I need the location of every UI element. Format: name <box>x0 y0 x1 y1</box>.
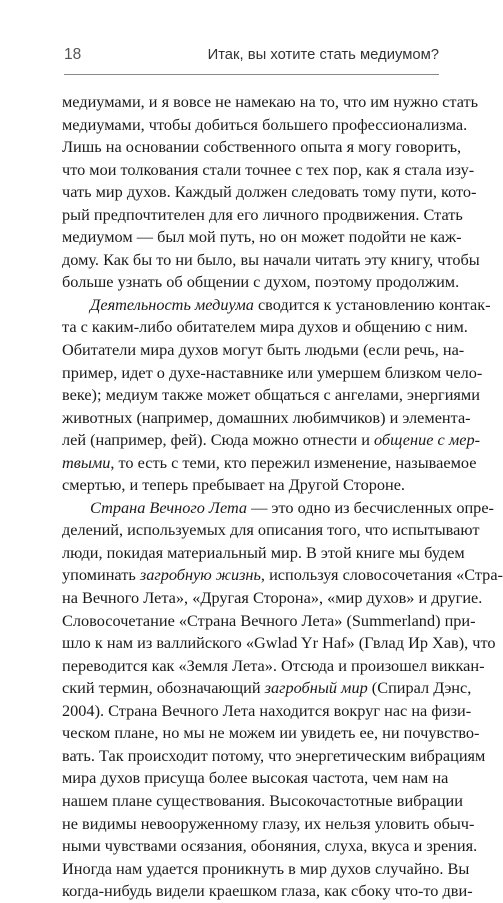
text-line <box>62 610 476 633</box>
text-run: , используя словосочетания «Стра- <box>260 565 503 585</box>
text-line <box>62 632 496 655</box>
text-run: 2004). Страна Вечного Лета находится вокруг нас на физи- <box>62 700 472 720</box>
text-run: что мои толкования стали точнее с тех пор, как я стала изу- <box>62 159 475 179</box>
text-run: ский термин, обозначающий <box>62 678 265 698</box>
text-run: рый предпочтителен для его личного продвижения. Стать <box>62 204 463 224</box>
text-line <box>62 159 475 182</box>
running-title: Итак, вы хотите стать медиумом? <box>207 47 439 63</box>
text-line <box>62 204 463 227</box>
text-line <box>62 294 491 317</box>
text-line <box>62 497 494 520</box>
text-line <box>62 767 449 790</box>
text-run: медиумами, чтобы добиться большего профессионализма. <box>62 114 468 134</box>
text-line <box>62 790 463 813</box>
text-line <box>62 519 480 542</box>
text-run: сводится к установлению контак- <box>253 294 491 314</box>
italic-phrase: Деятельность медиума <box>90 294 254 314</box>
text-line <box>62 813 475 836</box>
text-line <box>62 542 465 565</box>
text-run: , то есть с теми, кто пережил изменение, называемое <box>110 452 477 472</box>
text-line <box>62 880 473 903</box>
text-line <box>62 677 472 700</box>
text-line <box>62 858 470 881</box>
text-run: вать. Так происходит потому, что энергетическим вибрациям <box>62 745 486 765</box>
text-run: когда-нибудь видели краешком глаза, как сбоку что-то дви- <box>62 881 473 901</box>
italic-phrase: твыми <box>62 452 111 472</box>
text-run: дому. Как бы то ни было, вы начали читать эту книгу, чтобы <box>62 249 480 269</box>
text-line <box>62 316 468 339</box>
text-line <box>62 181 477 204</box>
text-line <box>62 114 468 137</box>
text-line <box>62 452 477 475</box>
text-run: медиумом — был мой путь, но он может подойти не каж- <box>62 227 462 247</box>
text-run: чать мир духов. Каждый должен следовать тому пути, кото- <box>62 182 477 202</box>
italic-phrase: загробную жизнь <box>139 565 261 585</box>
text-run: упоминать <box>62 565 140 585</box>
text-run: не видимы невооруженному глазу, их нельзя уловить обыч- <box>62 813 475 833</box>
text-run: больше узнать об общении с духом, поэтому продолжим. <box>62 272 460 292</box>
italic-phrase: Страна Вечного Лета <box>90 497 248 517</box>
text-run: шло к нам из валлийского «Gwlad Yr Haf» (Гвлад Ир Хав), что <box>62 633 496 653</box>
body-text <box>62 91 503 903</box>
text-line <box>62 384 480 407</box>
header-rule <box>64 74 439 75</box>
page-header <box>64 46 439 68</box>
text-line <box>62 339 465 362</box>
text-line <box>62 587 483 610</box>
text-line <box>62 655 485 678</box>
text-line <box>62 564 503 587</box>
text-run: (Спирал Дэнс, <box>367 678 472 698</box>
text-run: пример, идет о духе-наставнике или умершем близком чело- <box>62 362 483 382</box>
text-line <box>62 226 462 249</box>
text-line <box>62 700 472 723</box>
text-run: — это одно из бесчисленных опре- <box>247 497 494 517</box>
text-run: люди, покидая материальный мир. В этой книге мы будем <box>62 542 465 562</box>
text-run: животных (например, домашних любимчиков) и элемента- <box>62 407 471 427</box>
text-line <box>62 835 478 858</box>
text-line <box>62 271 460 294</box>
text-run: на Вечного Лета», «Другая Сторона», «мир духов» и другие. <box>62 588 483 608</box>
italic-phrase: общение с мер- <box>374 430 481 450</box>
text-run: Лишь на основании собственного опыта я могу говорить, <box>62 137 462 157</box>
text-run: веке); медиум также может общаться с ангелами, энергиями <box>62 385 480 405</box>
text-run: смертью, и теперь пребывает на Другой Стороне. <box>62 475 405 495</box>
text-run: мира духов присуща более высокая частота, чем нам на <box>62 768 449 788</box>
text-run: делений, используемых для описания того, что испытывают <box>62 520 480 540</box>
text-run: ческом плане, но мы не можем ии увидеть ее, ни почувство- <box>62 723 480 743</box>
text-line <box>62 429 481 452</box>
italic-phrase: загробный мир <box>264 678 368 698</box>
text-run: переводится как «Земля Лета». Отсюда и произошел виккан- <box>62 655 485 675</box>
text-run: та с каким-либо обитателем мира духов и общению с ним. <box>62 317 468 337</box>
text-run: Обитатели мира духов могут быть людьми (если речь, на- <box>62 340 465 360</box>
page-number: 18 <box>64 46 82 63</box>
text-run: нашем плане существования. Высокочастотные вибрации <box>62 790 463 810</box>
text-line <box>62 362 483 385</box>
text-line <box>62 136 462 159</box>
text-line <box>62 745 486 768</box>
text-run: ными чувствами осязания, обоняния, слуха, вкуса и зрения. <box>62 836 478 856</box>
text-line <box>62 249 480 272</box>
text-run: Словосочетание «Страна Вечного Лета» (Summerland) при- <box>62 610 476 630</box>
text-line <box>62 474 440 497</box>
text-line <box>62 722 480 745</box>
text-line <box>62 407 471 430</box>
text-run: Иногда нам удается проникнуть в мир духов случайно. Вы <box>62 858 470 878</box>
text-run: лей (например, фей). Сюда можно отнести и <box>62 430 374 450</box>
text-line <box>62 91 479 114</box>
text-run: медиумами, и я вовсе не намекаю на то, что им нужно стать <box>62 92 479 111</box>
